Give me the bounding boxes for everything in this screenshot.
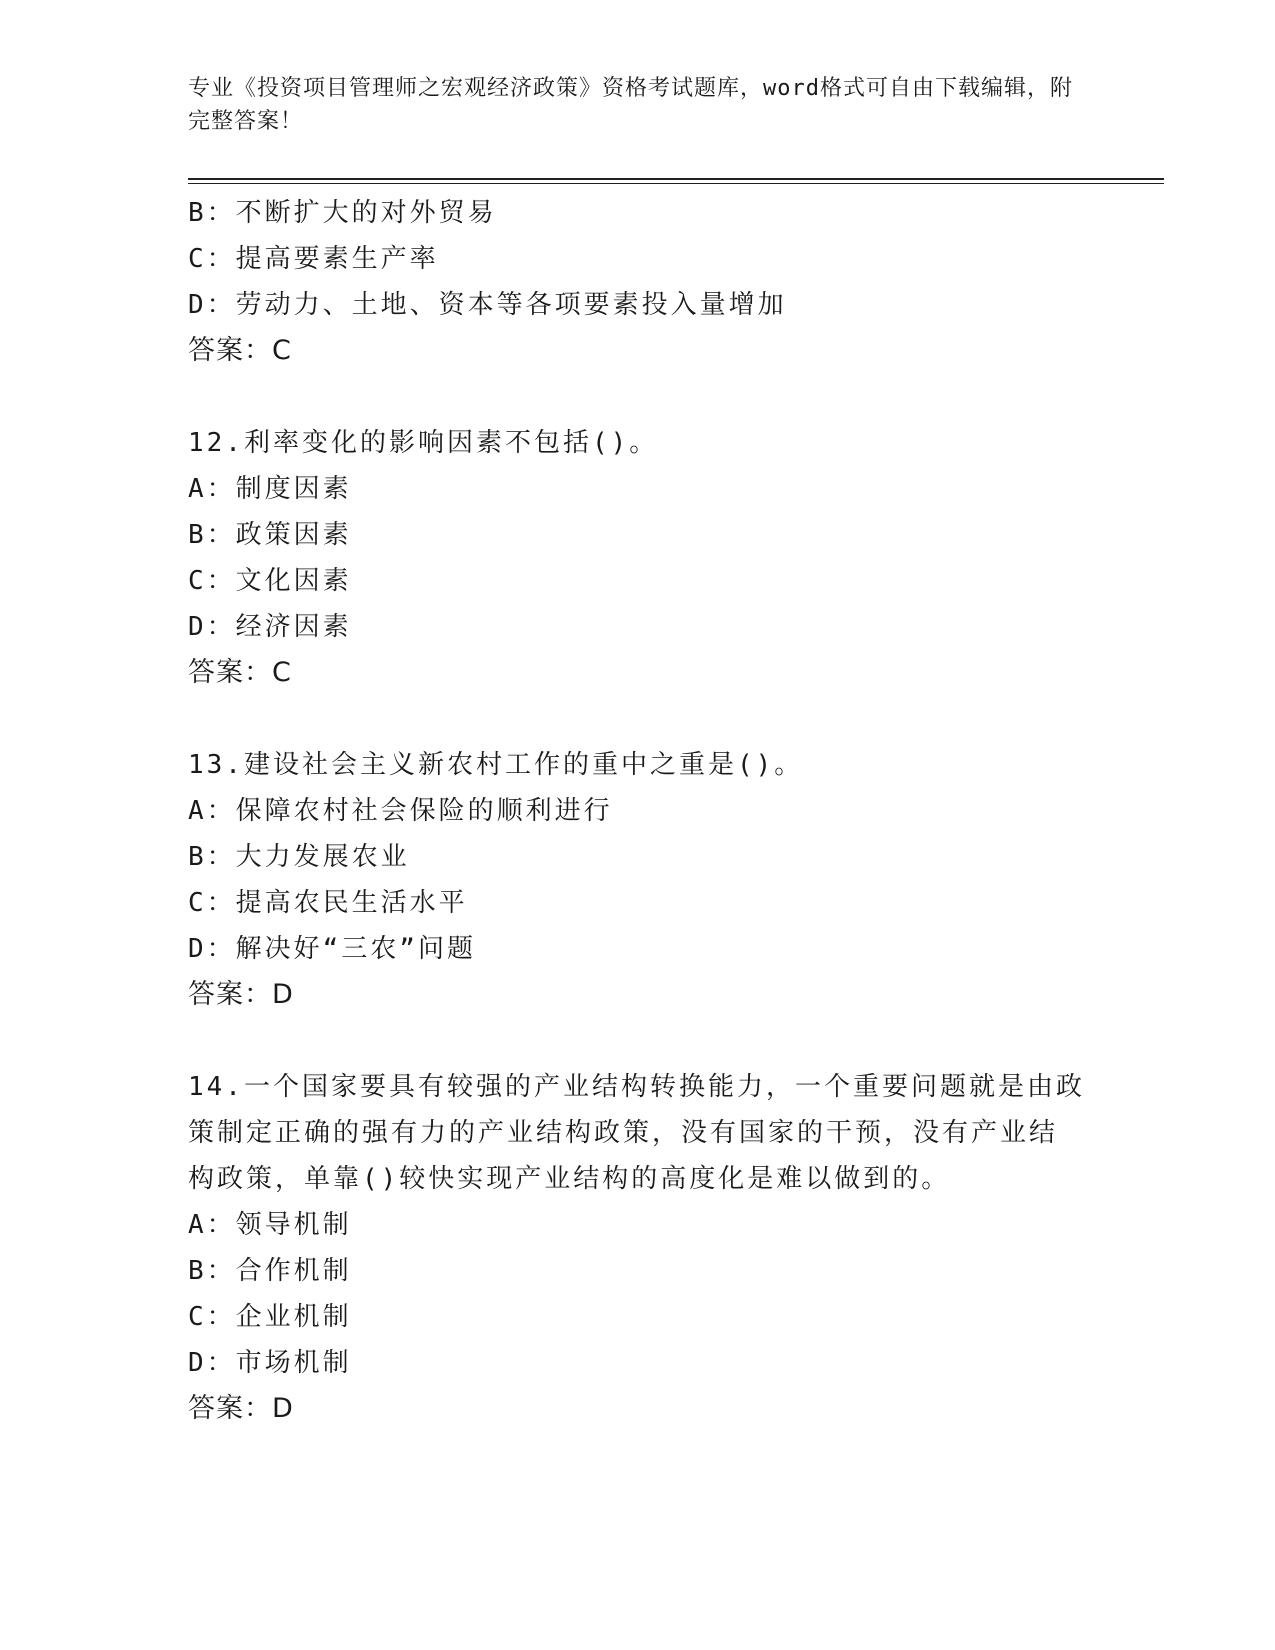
question-13	[188, 742, 1088, 1018]
answer: 答案：D	[188, 1393, 294, 1424]
question-stem-line: 策制定正确的强有力的产业结构政策，没有国家的干预，没有产业结	[188, 1118, 1059, 1148]
answer: 答案：C	[188, 657, 292, 688]
answer: 答案：D	[188, 979, 294, 1010]
header-rule-thick	[188, 178, 1164, 180]
option-b: B：政策因素	[188, 520, 352, 550]
question-14	[188, 1064, 1088, 1432]
question-11	[188, 190, 1088, 374]
header-rule-thin	[188, 183, 1164, 184]
option-d: D：经济因素	[188, 612, 352, 642]
question-12	[188, 420, 1088, 696]
option-b: B：不断扩大的对外贸易	[188, 198, 497, 228]
option-d: D：解决好“三农”问题	[188, 934, 476, 964]
option-c: C：提高要素生产率	[188, 244, 439, 274]
option-a: A：保障农村社会保险的顺利进行	[188, 796, 613, 826]
question-list	[188, 190, 1088, 1432]
option-a: A：领导机制	[188, 1210, 352, 1240]
option-a: A：制度因素	[188, 474, 352, 504]
spacer	[188, 1018, 1088, 1064]
question-stem: 13.建设社会主义新农村工作的重中之重是()。	[188, 750, 804, 780]
question-stem: 12.利率变化的影响因素不包括()。	[188, 428, 659, 458]
answer: 答案：C	[188, 335, 292, 366]
spacer	[188, 696, 1088, 742]
option-c: C：提高农民生活水平	[188, 888, 468, 918]
document-header: 专业《投资项目管理师之宏观经济政策》资格考试题库，word格式可自由下载编辑，附完整答案！	[188, 76, 1073, 134]
option-b: B：合作机制	[188, 1256, 352, 1286]
option-c: C：文化因素	[188, 566, 352, 596]
option-d: D：劳动力、土地、资本等各项要素投入量增加	[188, 290, 787, 320]
option-c: C：企业机制	[188, 1302, 352, 1332]
spacer	[188, 374, 1088, 420]
option-b: B：大力发展农业	[188, 842, 410, 872]
question-stem-line: 14.一个国家要具有较强的产业结构转换能力，一个重要问题就是由政	[188, 1072, 1085, 1102]
question-stem-line: 构政策，单靠()较快实现产业结构的高度化是难以做到的。	[188, 1164, 951, 1194]
option-d: D：市场机制	[188, 1348, 352, 1378]
